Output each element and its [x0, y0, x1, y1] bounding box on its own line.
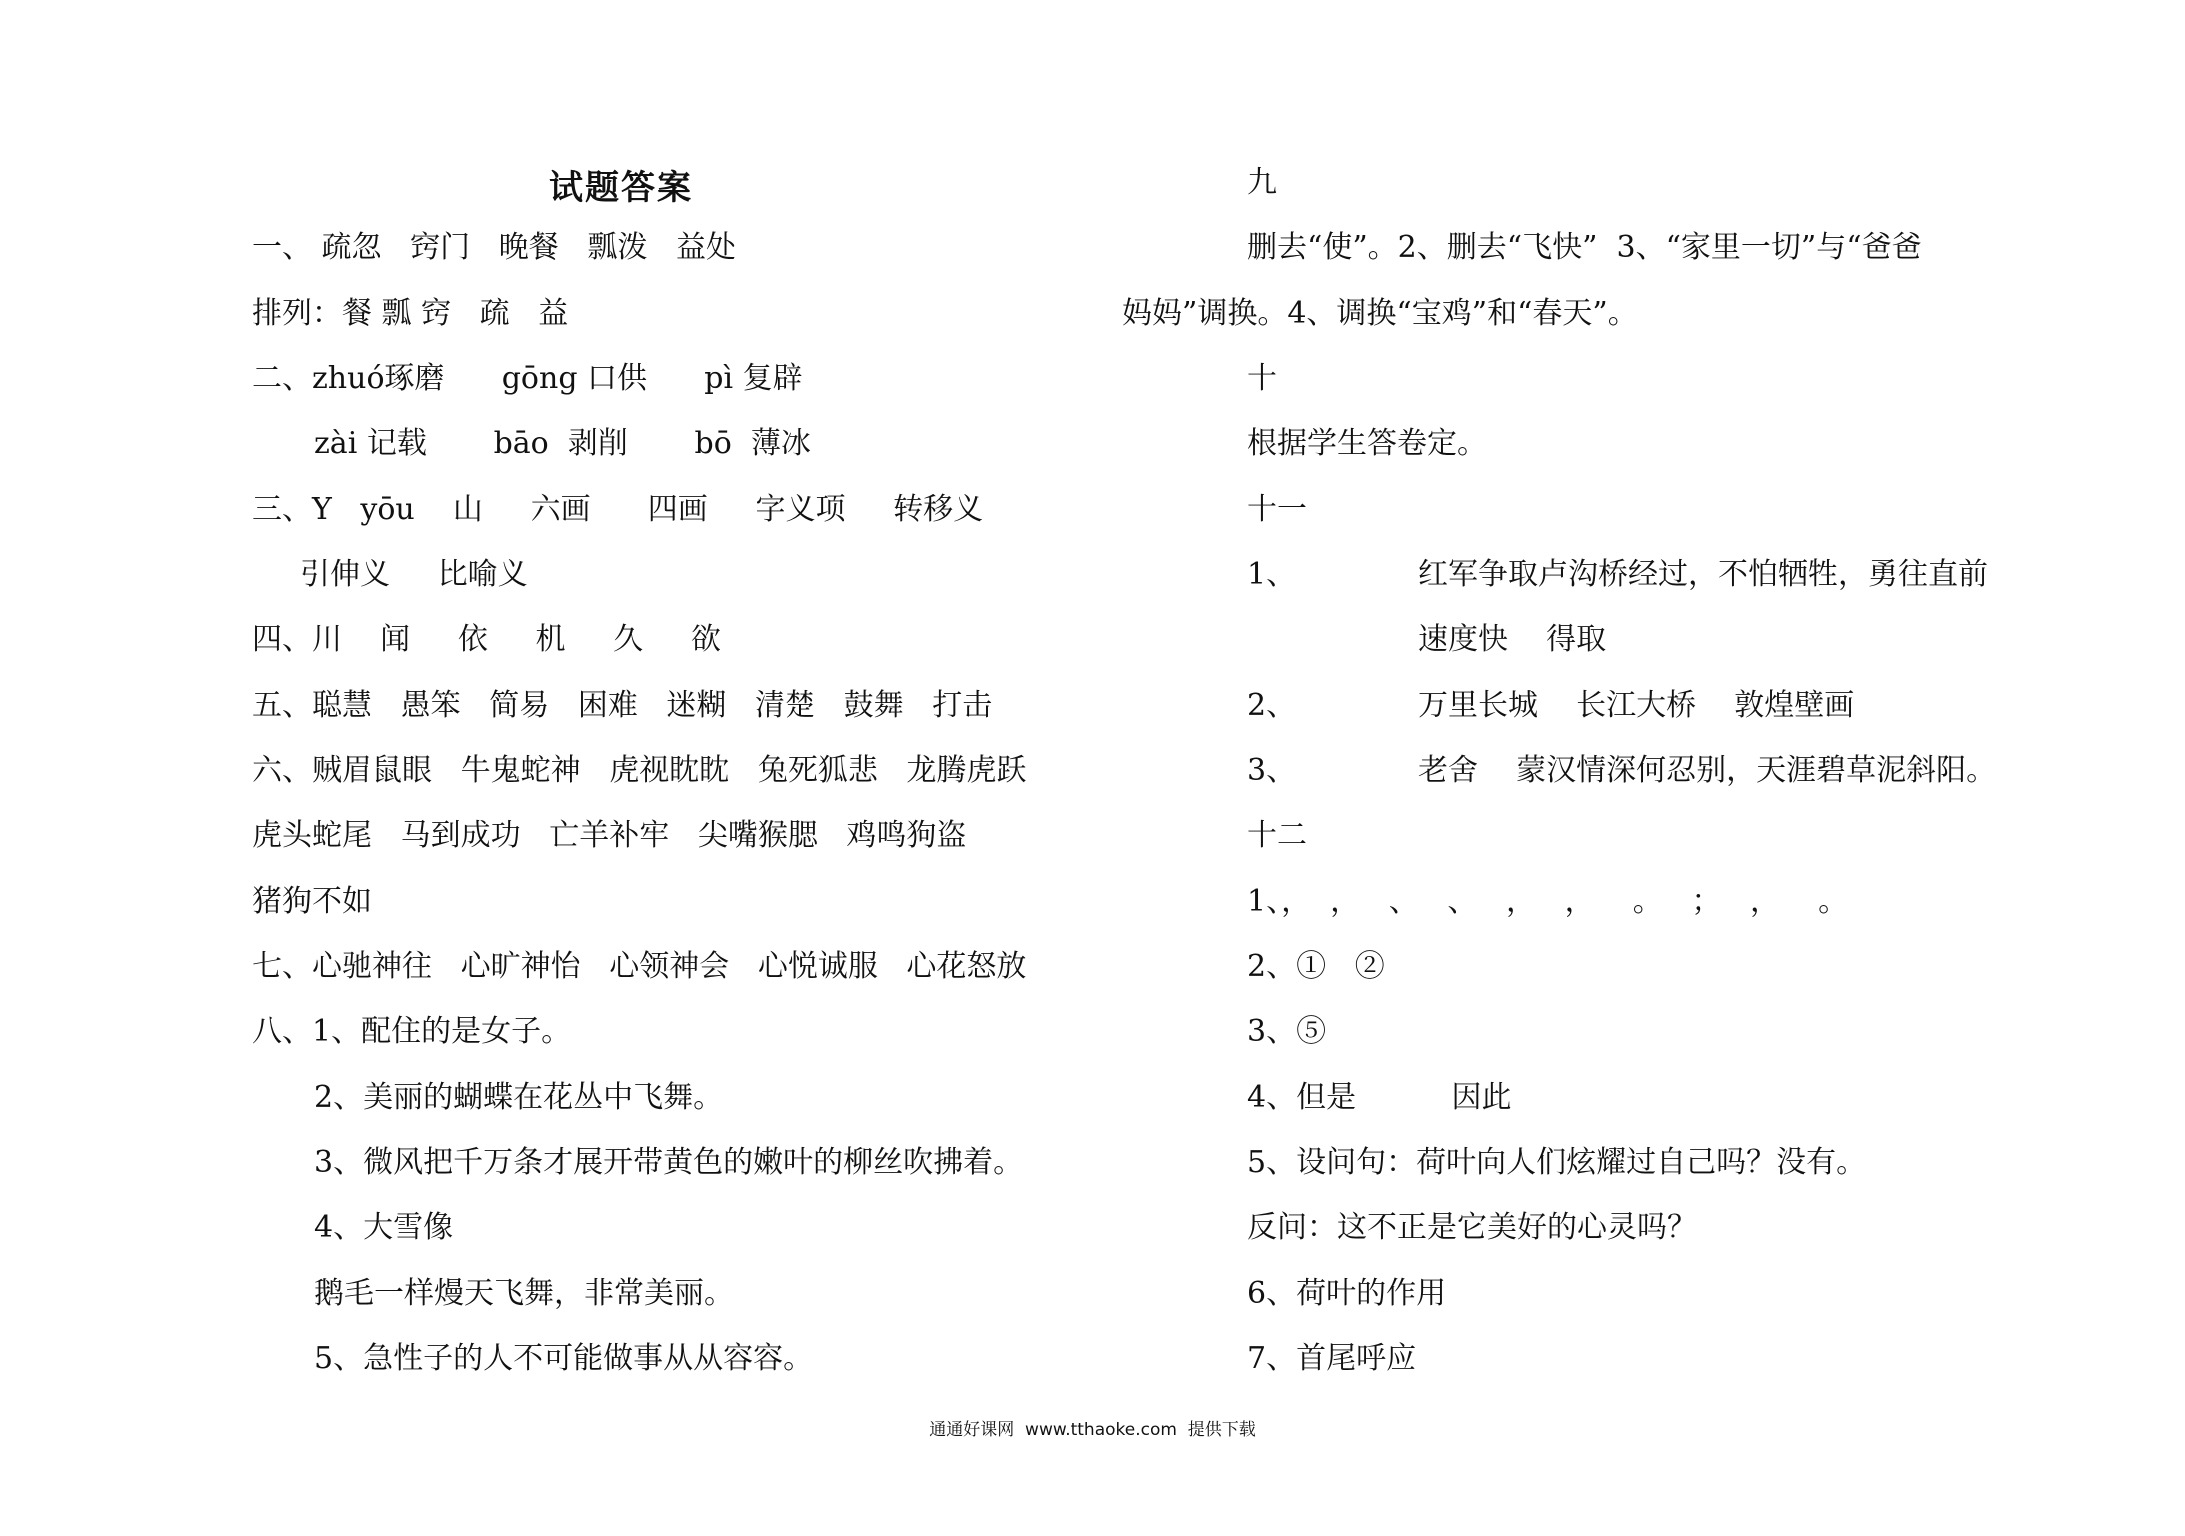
answer-8-item-4b: 鹅毛一样熳天飞舞，非常美丽。 — [314, 1276, 734, 1311]
answer-12-item-6: 6、荷叶的作用 — [1247, 1276, 1447, 1311]
answer-11-item-1: 红军争取卢沟桥经过，不怕牺牲，勇往直前 — [1418, 557, 1988, 592]
answer-12-item-5: 5、设问句：荷叶向人们炫耀过自己吗？没有。 — [1247, 1145, 1867, 1180]
answer-12-item-5b: 反问：这不正是它美好的心灵吗？ — [1247, 1210, 1697, 1245]
answer-1-order-line: 排列：餐 瓢 窍 疏 益 — [252, 296, 569, 331]
answer-8-item-3: 3、微风把千万条才展开带黄色的嫩叶的柳丝吹拂着。 — [314, 1145, 1024, 1180]
answer-8-item-2: 2、美丽的蝴蝶在花丛中飞舞。 — [314, 1080, 724, 1115]
answer-11-item-2: 万里长城 长江大桥 敦煌壁画 — [1418, 688, 1855, 723]
answer-2-line: 二、zhuó琢磨 gōng 口供 pì 复辟 — [252, 361, 803, 396]
answer-6-line-b: 虎头蛇尾 马到成功 亡羊补牢 尖嘴猴腮 鸡鸣狗盗 — [252, 818, 967, 853]
answer-10-line: 根据学生答卷定。 — [1247, 426, 1487, 461]
answer-9-line: 删去“使”。2、删去“飞快” 3、“家里一切”与“爸爸 — [1247, 230, 1922, 265]
answer-3-line-b: 引伸义 比喻义 — [300, 557, 528, 592]
answer-6-line-c: 猪狗不如 — [252, 884, 372, 919]
section-10-heading: 十 — [1247, 361, 1277, 396]
answer-11-item-3: 老舍 蒙汉情深何忍别，天涯碧草泥斜阳。 — [1418, 753, 1997, 788]
answer-12-item-2: 2、① ② — [1247, 949, 1385, 984]
answer-5-line: 五、聪慧 愚笨 简易 困难 迷糊 清楚 鼓舞 打击 — [252, 688, 993, 723]
answer-2-line-b: zài 记载 bāo 剥削 bō 薄冰 — [314, 426, 811, 461]
answer-11-num-2: 2、 — [1247, 688, 1297, 723]
page-title: 试题答案 — [549, 168, 693, 208]
answer-11-num-3: 3、 — [1247, 753, 1297, 788]
answer-7-line: 七、心驰神往 心旷神怡 心领神会 心悦诚服 心花怒放 — [252, 949, 1027, 984]
answer-12-item-1: 1、， ， 、 、 ， ， 。 ； ， 。 — [1247, 884, 1849, 919]
answer-6-line: 六、贼眉鼠眼 牛鬼蛇神 虎视眈眈 兔死狐悲 龙腾虎跃 — [252, 753, 1027, 788]
section-11-heading: 十一 — [1247, 492, 1307, 527]
section-9-heading: 九 — [1247, 165, 1277, 200]
footer-source: 通通好课网 www.tthaoke.com 提供下载 — [929, 1420, 1256, 1440]
section-12-heading: 十二 — [1247, 818, 1307, 853]
answer-12-item-7: 7、首尾呼应 — [1247, 1341, 1417, 1376]
answer-12-item-3: 3、⑤ — [1247, 1014, 1327, 1049]
answer-11-item-1b: 速度快 得取 — [1418, 622, 1607, 657]
answer-8-item-5: 5、急性子的人不可能做事从从容容。 — [314, 1341, 814, 1376]
answer-8-line: 八、1、配住的是女子。 — [252, 1014, 572, 1049]
answer-1-line: 一、 疏忽 窍门 晚餐 瓢泼 益处 — [252, 230, 736, 265]
answer-3-line: 三、Y yōu 山 六画 四画 字义项 转移义 — [252, 492, 984, 527]
answer-11-num-1: 1、 — [1247, 557, 1297, 592]
answer-4-line: 四、川 闻 依 机 久 欲 — [252, 622, 721, 657]
answer-8-item-4: 4、大雪像 — [314, 1210, 454, 1245]
answer-12-item-4: 4、但是 因此 — [1247, 1080, 1512, 1115]
answer-9-line-b: 妈妈”调换。4、调换“宝鸡”和“春天”。 — [1122, 296, 1638, 331]
